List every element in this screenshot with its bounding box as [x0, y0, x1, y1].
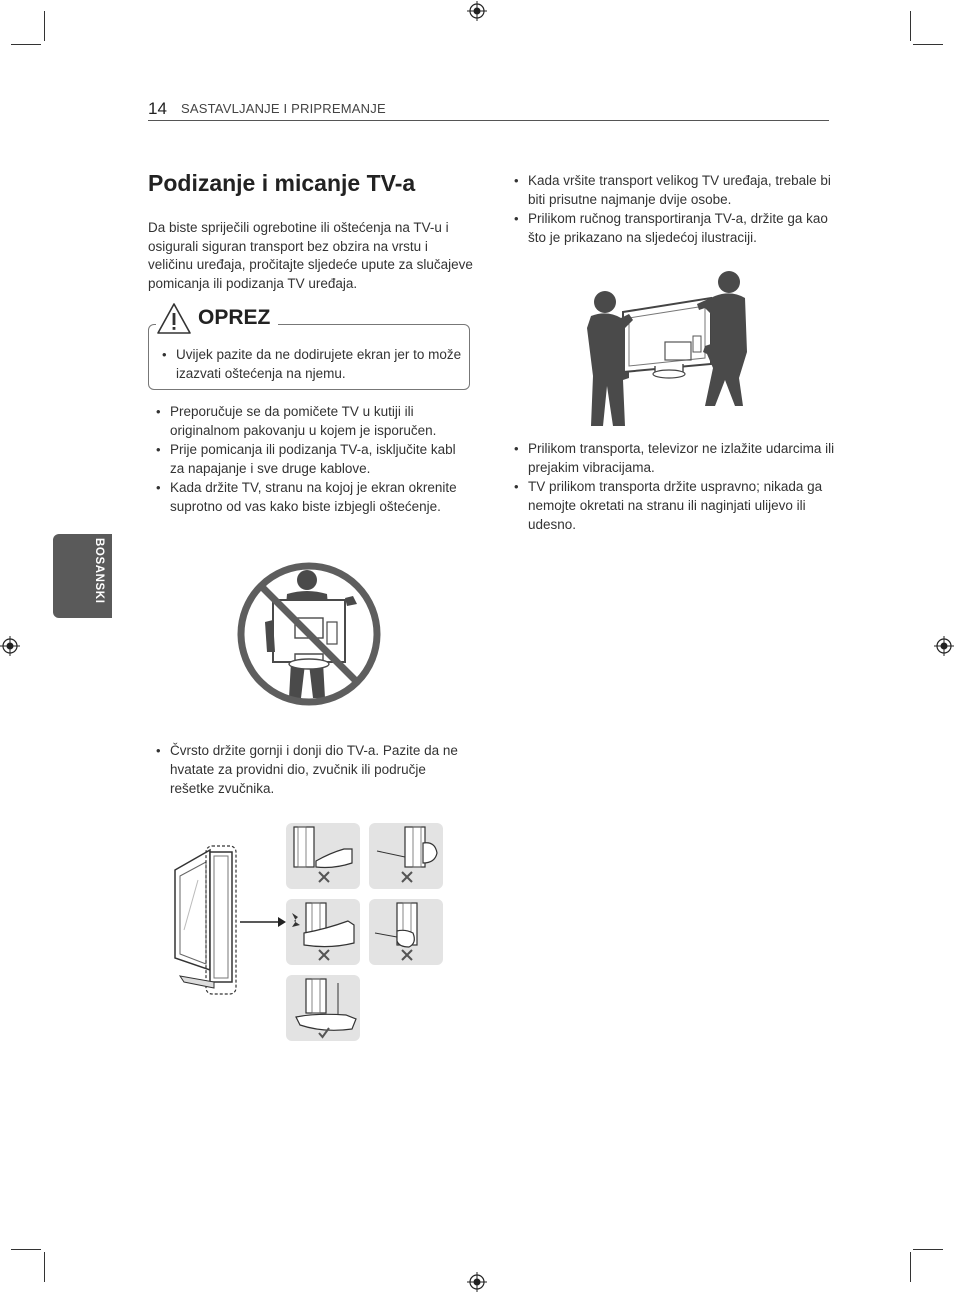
cross-mark-icon	[401, 871, 413, 883]
cross-mark-icon	[318, 949, 330, 961]
caution-title: OPREZ	[198, 306, 271, 329]
list-item: • Kada držite TV, stranu na kojoj je ekran okrenite suprotno od vas kako biste izbjegli oštećenje.	[148, 478, 473, 516]
intro-paragraph: Da biste spriječili ogrebotine ili oštećenja na TV-u i osigurali siguran transport bez obzira na vrstu i veličinu uređaja, pročitajte sljedeće upute za slučajeve pomicanja ili podizanja TV uređaja.	[148, 220, 473, 291]
transport-care-list	[506, 439, 836, 534]
cross-mark-icon	[318, 871, 330, 883]
list-item: • Uvijek pazite da ne dodirujete ekran jer to može izazvati oštećenja na njemu.	[154, 345, 464, 383]
tv-side-diagram	[170, 840, 288, 1000]
registration-mark-right-icon	[934, 636, 954, 656]
list-item: • Prilikom ručnog transportiranja TV-a, držite ga kao što je prikazano na sljedećoj ilustraciji.	[506, 209, 831, 247]
list-item: • Kada vršite transport velikog TV uređaja, trebale bi biti prisutne najmanje dvije osobe.	[506, 171, 831, 209]
section-title: SASTAVLJANJE I PRIPREMANJE	[181, 101, 386, 116]
cross-mark-icon	[401, 949, 413, 961]
two-person-carry-illustration	[585, 268, 750, 430]
list-item: • Preporučuje se da pomičete TV u kutiji ili originalnom pakovanju u kojem je isporučen.	[148, 402, 473, 440]
page-title: Podizanje i micanje TV-a	[148, 170, 416, 196]
check-mark-icon	[318, 1027, 330, 1039]
caution-heading	[156, 300, 278, 336]
warning-triangle-icon	[156, 302, 192, 335]
handling-list	[148, 402, 473, 516]
grip-panel-wrong-1	[286, 823, 360, 889]
list-item: • Čvrsto držite gornji i donji dio TV-a. Pazite da ne hvatate za providni dio, zvučnik ili područje rešetke zvučnika.	[148, 741, 473, 798]
grip-panel-correct	[286, 975, 360, 1041]
caution-list	[154, 345, 464, 383]
header-divider	[148, 120, 829, 121]
list-item: • TV prilikom transporta držite uspravno; nikada ga nemojte okretati na stranu ili naginjati ulijevo ili udesno.	[506, 477, 836, 534]
list-item: • Prilikom transporta, televizor ne izlažite udarcima ili prejakim vibracijama.	[506, 439, 836, 477]
grip-list	[148, 741, 473, 798]
language-tab-label: BOSANSKI	[93, 538, 105, 604]
registration-mark-bottom-icon	[467, 1272, 487, 1292]
no-screen-facing-illustration	[235, 560, 383, 708]
grip-panel-wrong-2	[369, 823, 443, 889]
registration-mark-top-icon	[467, 1, 487, 21]
page-number: 14	[148, 99, 167, 118]
grip-panel-wrong-3	[286, 899, 360, 965]
list-item: • Prije pomicanja ili podizanja TV-a, isključite kabl za napajanje i sve druge kablove.	[148, 440, 473, 478]
language-side-tab	[53, 534, 112, 618]
grip-panel-wrong-4	[369, 899, 443, 965]
transport-list	[506, 171, 831, 247]
registration-mark-left-icon	[0, 636, 20, 656]
